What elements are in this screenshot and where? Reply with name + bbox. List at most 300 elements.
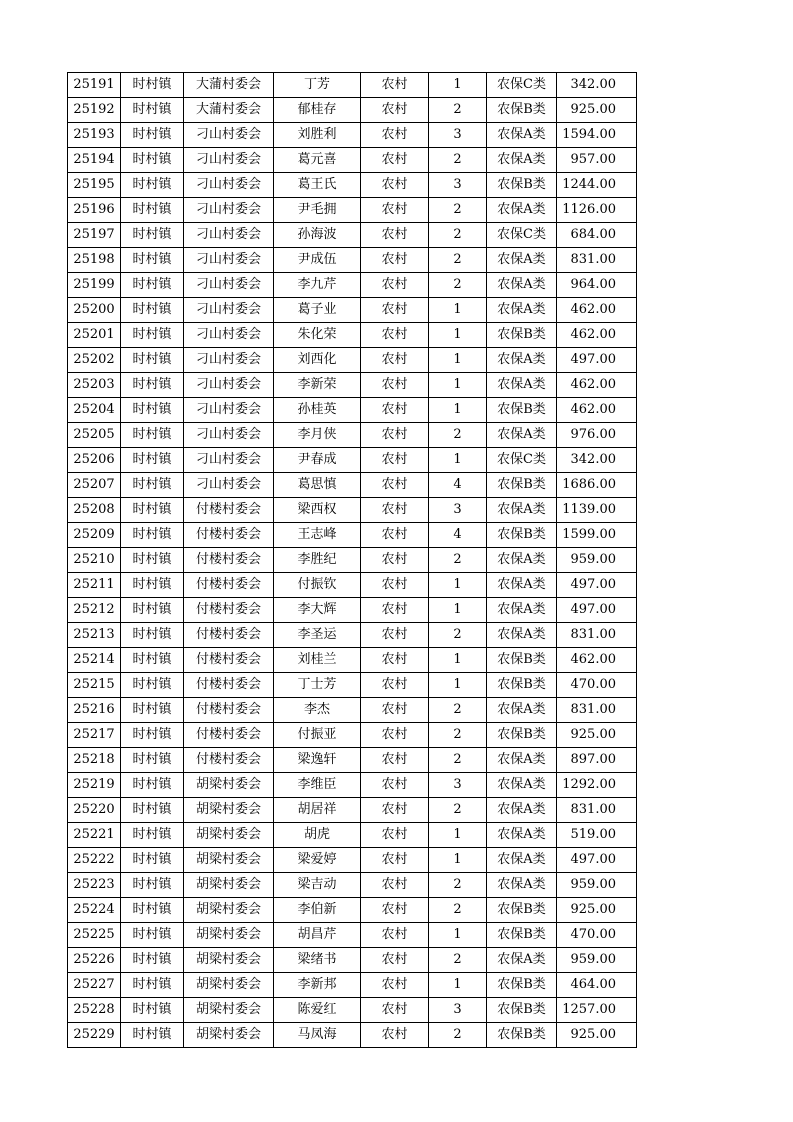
area-cell: 农村 <box>361 723 429 748</box>
village-cell: 付楼村委会 <box>184 523 274 548</box>
serial-cell: 25199 <box>68 273 121 298</box>
area-cell: 农村 <box>361 948 429 973</box>
count-cell: 1 <box>429 398 487 423</box>
category-cell: 农保A类 <box>487 298 557 323</box>
amount-cell: 959.00 <box>557 948 637 973</box>
name-cell: 马凤海 <box>274 1023 361 1048</box>
table-row <box>68 273 637 298</box>
village-cell: 胡梁村委会 <box>184 973 274 998</box>
town-cell: 时村镇 <box>121 223 184 248</box>
count-cell: 2 <box>429 548 487 573</box>
name-cell: 尹春成 <box>274 448 361 473</box>
table-row <box>68 998 637 1023</box>
village-cell: 胡梁村委会 <box>184 848 274 873</box>
name-cell: 陈爱红 <box>274 998 361 1023</box>
table-row <box>68 548 637 573</box>
table-row <box>68 723 637 748</box>
table-row <box>68 923 637 948</box>
serial-cell: 25227 <box>68 973 121 998</box>
area-cell: 农村 <box>361 798 429 823</box>
town-cell: 时村镇 <box>121 873 184 898</box>
amount-cell: 1599.00 <box>557 523 637 548</box>
name-cell: 李圣运 <box>274 623 361 648</box>
table-row <box>68 798 637 823</box>
category-cell: 农保B类 <box>487 323 557 348</box>
village-cell: 刁山村委会 <box>184 298 274 323</box>
name-cell: 刘胜利 <box>274 123 361 148</box>
area-cell: 农村 <box>361 923 429 948</box>
table-row <box>68 73 637 98</box>
count-cell: 1 <box>429 823 487 848</box>
count-cell: 1 <box>429 73 487 98</box>
village-cell: 付楼村委会 <box>184 548 274 573</box>
town-cell: 时村镇 <box>121 723 184 748</box>
serial-cell: 25220 <box>68 798 121 823</box>
area-cell: 农村 <box>361 373 429 398</box>
serial-cell: 25208 <box>68 498 121 523</box>
name-cell: 郁桂存 <box>274 98 361 123</box>
area-cell: 农村 <box>361 273 429 298</box>
category-cell: 农保B类 <box>487 923 557 948</box>
name-cell: 李维臣 <box>274 773 361 798</box>
serial-cell: 25212 <box>68 598 121 623</box>
town-cell: 时村镇 <box>121 973 184 998</box>
amount-cell: 497.00 <box>557 573 637 598</box>
table-body <box>68 73 637 1048</box>
category-cell: 农保A类 <box>487 573 557 598</box>
name-cell: 付振钦 <box>274 573 361 598</box>
table-row <box>68 648 637 673</box>
name-cell: 胡虎 <box>274 823 361 848</box>
village-cell: 胡梁村委会 <box>184 873 274 898</box>
village-cell: 刁山村委会 <box>184 123 274 148</box>
area-cell: 农村 <box>361 473 429 498</box>
village-cell: 刁山村委会 <box>184 198 274 223</box>
name-cell: 李新荣 <box>274 373 361 398</box>
serial-cell: 25224 <box>68 898 121 923</box>
category-cell: 农保B类 <box>487 1023 557 1048</box>
table-row <box>68 348 637 373</box>
count-cell: 1 <box>429 923 487 948</box>
serial-cell: 25216 <box>68 698 121 723</box>
area-cell: 农村 <box>361 823 429 848</box>
name-cell: 李伯新 <box>274 898 361 923</box>
name-cell: 尹毛拥 <box>274 198 361 223</box>
area-cell: 农村 <box>361 173 429 198</box>
count-cell: 2 <box>429 623 487 648</box>
amount-cell: 925.00 <box>557 1023 637 1048</box>
name-cell: 李大辉 <box>274 598 361 623</box>
count-cell: 2 <box>429 98 487 123</box>
amount-cell: 462.00 <box>557 298 637 323</box>
amount-cell: 497.00 <box>557 598 637 623</box>
serial-cell: 25202 <box>68 348 121 373</box>
amount-cell: 342.00 <box>557 448 637 473</box>
area-cell: 农村 <box>361 623 429 648</box>
amount-cell: 462.00 <box>557 323 637 348</box>
amount-cell: 925.00 <box>557 723 637 748</box>
serial-cell: 25215 <box>68 673 121 698</box>
village-cell: 胡梁村委会 <box>184 923 274 948</box>
serial-cell: 25211 <box>68 573 121 598</box>
serial-cell: 25223 <box>68 873 121 898</box>
category-cell: 农保C类 <box>487 73 557 98</box>
town-cell: 时村镇 <box>121 773 184 798</box>
serial-cell: 25196 <box>68 198 121 223</box>
name-cell: 胡昌芹 <box>274 923 361 948</box>
table-row <box>68 598 637 623</box>
town-cell: 时村镇 <box>121 448 184 473</box>
amount-cell: 831.00 <box>557 698 637 723</box>
area-cell: 农村 <box>361 873 429 898</box>
village-cell: 付楼村委会 <box>184 598 274 623</box>
town-cell: 时村镇 <box>121 898 184 923</box>
village-cell: 付楼村委会 <box>184 623 274 648</box>
amount-cell: 1257.00 <box>557 998 637 1023</box>
category-cell: 农保B类 <box>487 898 557 923</box>
table-row <box>68 323 637 348</box>
town-cell: 时村镇 <box>121 798 184 823</box>
category-cell: 农保B类 <box>487 98 557 123</box>
amount-cell: 497.00 <box>557 848 637 873</box>
amount-cell: 1292.00 <box>557 773 637 798</box>
serial-cell: 25217 <box>68 723 121 748</box>
table-row <box>68 673 637 698</box>
village-cell: 大蒲村委会 <box>184 98 274 123</box>
name-cell: 葛思慎 <box>274 473 361 498</box>
town-cell: 时村镇 <box>121 673 184 698</box>
count-cell: 1 <box>429 323 487 348</box>
town-cell: 时村镇 <box>121 648 184 673</box>
count-cell: 1 <box>429 648 487 673</box>
name-cell: 付振亚 <box>274 723 361 748</box>
area-cell: 农村 <box>361 998 429 1023</box>
count-cell: 3 <box>429 773 487 798</box>
category-cell: 农保A类 <box>487 873 557 898</box>
village-cell: 刁山村委会 <box>184 473 274 498</box>
category-cell: 农保B类 <box>487 973 557 998</box>
category-cell: 农保A类 <box>487 773 557 798</box>
count-cell: 2 <box>429 248 487 273</box>
town-cell: 时村镇 <box>121 698 184 723</box>
area-cell: 农村 <box>361 848 429 873</box>
town-cell: 时村镇 <box>121 473 184 498</box>
name-cell: 葛元喜 <box>274 148 361 173</box>
category-cell: 农保A类 <box>487 423 557 448</box>
category-cell: 农保A类 <box>487 698 557 723</box>
category-cell: 农保A类 <box>487 148 557 173</box>
count-cell: 1 <box>429 673 487 698</box>
village-cell: 大蒲村委会 <box>184 73 274 98</box>
amount-cell: 462.00 <box>557 648 637 673</box>
town-cell: 时村镇 <box>121 623 184 648</box>
area-cell: 农村 <box>361 198 429 223</box>
count-cell: 2 <box>429 273 487 298</box>
name-cell: 丁士芳 <box>274 673 361 698</box>
amount-cell: 831.00 <box>557 248 637 273</box>
town-cell: 时村镇 <box>121 923 184 948</box>
count-cell: 1 <box>429 298 487 323</box>
count-cell: 2 <box>429 748 487 773</box>
village-cell: 胡梁村委会 <box>184 998 274 1023</box>
amount-cell: 462.00 <box>557 398 637 423</box>
count-cell: 2 <box>429 723 487 748</box>
table-row <box>68 473 637 498</box>
table-row <box>68 748 637 773</box>
serial-cell: 25218 <box>68 748 121 773</box>
amount-cell: 925.00 <box>557 98 637 123</box>
serial-cell: 25209 <box>68 523 121 548</box>
serial-cell: 25195 <box>68 173 121 198</box>
count-cell: 2 <box>429 798 487 823</box>
town-cell: 时村镇 <box>121 398 184 423</box>
amount-cell: 959.00 <box>557 548 637 573</box>
name-cell: 李胜纪 <box>274 548 361 573</box>
count-cell: 1 <box>429 598 487 623</box>
town-cell: 时村镇 <box>121 298 184 323</box>
count-cell: 3 <box>429 998 487 1023</box>
serial-cell: 25203 <box>68 373 121 398</box>
area-cell: 农村 <box>361 148 429 173</box>
area-cell: 农村 <box>361 98 429 123</box>
amount-cell: 462.00 <box>557 373 637 398</box>
name-cell: 尹成伍 <box>274 248 361 273</box>
category-cell: 农保A类 <box>487 823 557 848</box>
amount-cell: 1686.00 <box>557 473 637 498</box>
count-cell: 3 <box>429 123 487 148</box>
table-row <box>68 848 637 873</box>
count-cell: 2 <box>429 148 487 173</box>
town-cell: 时村镇 <box>121 148 184 173</box>
amount-cell: 925.00 <box>557 898 637 923</box>
count-cell: 2 <box>429 873 487 898</box>
name-cell: 孙海波 <box>274 223 361 248</box>
name-cell: 梁吉动 <box>274 873 361 898</box>
category-cell: 农保B类 <box>487 398 557 423</box>
name-cell: 李九芹 <box>274 273 361 298</box>
amount-cell: 497.00 <box>557 348 637 373</box>
serial-cell: 25221 <box>68 823 121 848</box>
area-cell: 农村 <box>361 548 429 573</box>
name-cell: 李新邦 <box>274 973 361 998</box>
town-cell: 时村镇 <box>121 273 184 298</box>
table-row <box>68 398 637 423</box>
category-cell: 农保A类 <box>487 373 557 398</box>
amount-cell: 470.00 <box>557 923 637 948</box>
town-cell: 时村镇 <box>121 198 184 223</box>
serial-cell: 25197 <box>68 223 121 248</box>
area-cell: 农村 <box>361 573 429 598</box>
town-cell: 时村镇 <box>121 348 184 373</box>
town-cell: 时村镇 <box>121 598 184 623</box>
name-cell: 葛子业 <box>274 298 361 323</box>
category-cell: 农保A类 <box>487 273 557 298</box>
name-cell: 朱化荣 <box>274 323 361 348</box>
serial-cell: 25198 <box>68 248 121 273</box>
count-cell: 1 <box>429 448 487 473</box>
count-cell: 3 <box>429 498 487 523</box>
category-cell: 农保A类 <box>487 623 557 648</box>
area-cell: 农村 <box>361 773 429 798</box>
village-cell: 刁山村委会 <box>184 148 274 173</box>
count-cell: 2 <box>429 223 487 248</box>
village-cell: 付楼村委会 <box>184 723 274 748</box>
name-cell: 梁绪书 <box>274 948 361 973</box>
amount-cell: 1594.00 <box>557 123 637 148</box>
count-cell: 3 <box>429 173 487 198</box>
town-cell: 时村镇 <box>121 523 184 548</box>
category-cell: 农保A类 <box>487 498 557 523</box>
category-cell: 农保C类 <box>487 223 557 248</box>
table-row <box>68 523 637 548</box>
area-cell: 农村 <box>361 748 429 773</box>
category-cell: 农保A类 <box>487 798 557 823</box>
count-cell: 1 <box>429 848 487 873</box>
category-cell: 农保C类 <box>487 448 557 473</box>
name-cell: 胡居祥 <box>274 798 361 823</box>
serial-cell: 25228 <box>68 998 121 1023</box>
amount-cell: 1126.00 <box>557 198 637 223</box>
serial-cell: 25225 <box>68 923 121 948</box>
category-cell: 农保A类 <box>487 123 557 148</box>
category-cell: 农保A类 <box>487 748 557 773</box>
town-cell: 时村镇 <box>121 848 184 873</box>
table-row <box>68 373 637 398</box>
category-cell: 农保A类 <box>487 248 557 273</box>
table-row <box>68 173 637 198</box>
village-cell: 付楼村委会 <box>184 573 274 598</box>
serial-cell: 25226 <box>68 948 121 973</box>
category-cell: 农保B类 <box>487 648 557 673</box>
village-cell: 刁山村委会 <box>184 348 274 373</box>
table-row <box>68 573 637 598</box>
serial-cell: 25205 <box>68 423 121 448</box>
area-cell: 农村 <box>361 298 429 323</box>
town-cell: 时村镇 <box>121 248 184 273</box>
area-cell: 农村 <box>361 448 429 473</box>
serial-cell: 25229 <box>68 1023 121 1048</box>
amount-cell: 957.00 <box>557 148 637 173</box>
serial-cell: 25213 <box>68 623 121 648</box>
category-cell: 农保A类 <box>487 548 557 573</box>
category-cell: 农保B类 <box>487 723 557 748</box>
village-cell: 付楼村委会 <box>184 648 274 673</box>
count-cell: 1 <box>429 573 487 598</box>
amount-cell: 1244.00 <box>557 173 637 198</box>
count-cell: 4 <box>429 473 487 498</box>
amount-cell: 976.00 <box>557 423 637 448</box>
serial-cell: 25206 <box>68 448 121 473</box>
village-cell: 刁山村委会 <box>184 448 274 473</box>
table-row <box>68 823 637 848</box>
table-row <box>68 448 637 473</box>
amount-cell: 519.00 <box>557 823 637 848</box>
serial-cell: 25201 <box>68 323 121 348</box>
amount-cell: 897.00 <box>557 748 637 773</box>
village-cell: 刁山村委会 <box>184 223 274 248</box>
village-cell: 付楼村委会 <box>184 498 274 523</box>
town-cell: 时村镇 <box>121 73 184 98</box>
area-cell: 农村 <box>361 248 429 273</box>
village-cell: 刁山村委会 <box>184 273 274 298</box>
category-cell: 农保A类 <box>487 848 557 873</box>
table-row <box>68 148 637 173</box>
count-cell: 2 <box>429 1023 487 1048</box>
table-row <box>68 248 637 273</box>
count-cell: 1 <box>429 373 487 398</box>
count-cell: 2 <box>429 423 487 448</box>
area-cell: 农村 <box>361 598 429 623</box>
serial-cell: 25193 <box>68 123 121 148</box>
town-cell: 时村镇 <box>121 573 184 598</box>
category-cell: 农保B类 <box>487 523 557 548</box>
amount-cell: 831.00 <box>557 798 637 823</box>
name-cell: 孙桂英 <box>274 398 361 423</box>
village-cell: 胡梁村委会 <box>184 773 274 798</box>
name-cell: 梁西权 <box>274 498 361 523</box>
village-cell: 刁山村委会 <box>184 423 274 448</box>
village-cell: 胡梁村委会 <box>184 823 274 848</box>
table-row <box>68 898 637 923</box>
village-cell: 刁山村委会 <box>184 323 274 348</box>
village-cell: 胡梁村委会 <box>184 948 274 973</box>
count-cell: 1 <box>429 348 487 373</box>
village-cell: 刁山村委会 <box>184 173 274 198</box>
amount-cell: 959.00 <box>557 873 637 898</box>
count-cell: 2 <box>429 898 487 923</box>
town-cell: 时村镇 <box>121 173 184 198</box>
table-row <box>68 873 637 898</box>
serial-cell: 25191 <box>68 73 121 98</box>
serial-cell: 25192 <box>68 98 121 123</box>
town-cell: 时村镇 <box>121 498 184 523</box>
area-cell: 农村 <box>361 973 429 998</box>
count-cell: 2 <box>429 698 487 723</box>
area-cell: 农村 <box>361 648 429 673</box>
amount-cell: 964.00 <box>557 273 637 298</box>
serial-cell: 25214 <box>68 648 121 673</box>
serial-cell: 25200 <box>68 298 121 323</box>
serial-cell: 25210 <box>68 548 121 573</box>
data-table <box>67 72 637 1048</box>
serial-cell: 25222 <box>68 848 121 873</box>
village-cell: 付楼村委会 <box>184 748 274 773</box>
category-cell: 农保A类 <box>487 198 557 223</box>
table-row <box>68 423 637 448</box>
village-cell: 刁山村委会 <box>184 373 274 398</box>
area-cell: 农村 <box>361 698 429 723</box>
category-cell: 农保A类 <box>487 598 557 623</box>
village-cell: 刁山村委会 <box>184 398 274 423</box>
category-cell: 农保B类 <box>487 998 557 1023</box>
count-cell: 4 <box>429 523 487 548</box>
serial-cell: 25219 <box>68 773 121 798</box>
table-row <box>68 98 637 123</box>
amount-cell: 684.00 <box>557 223 637 248</box>
town-cell: 时村镇 <box>121 323 184 348</box>
name-cell: 梁爱婷 <box>274 848 361 873</box>
town-cell: 时村镇 <box>121 123 184 148</box>
name-cell: 梁逸轩 <box>274 748 361 773</box>
table-row <box>68 498 637 523</box>
category-cell: 农保B类 <box>487 173 557 198</box>
category-cell: 农保B类 <box>487 473 557 498</box>
town-cell: 时村镇 <box>121 748 184 773</box>
table-row <box>68 298 637 323</box>
count-cell: 1 <box>429 973 487 998</box>
area-cell: 农村 <box>361 523 429 548</box>
village-cell: 胡梁村委会 <box>184 898 274 923</box>
